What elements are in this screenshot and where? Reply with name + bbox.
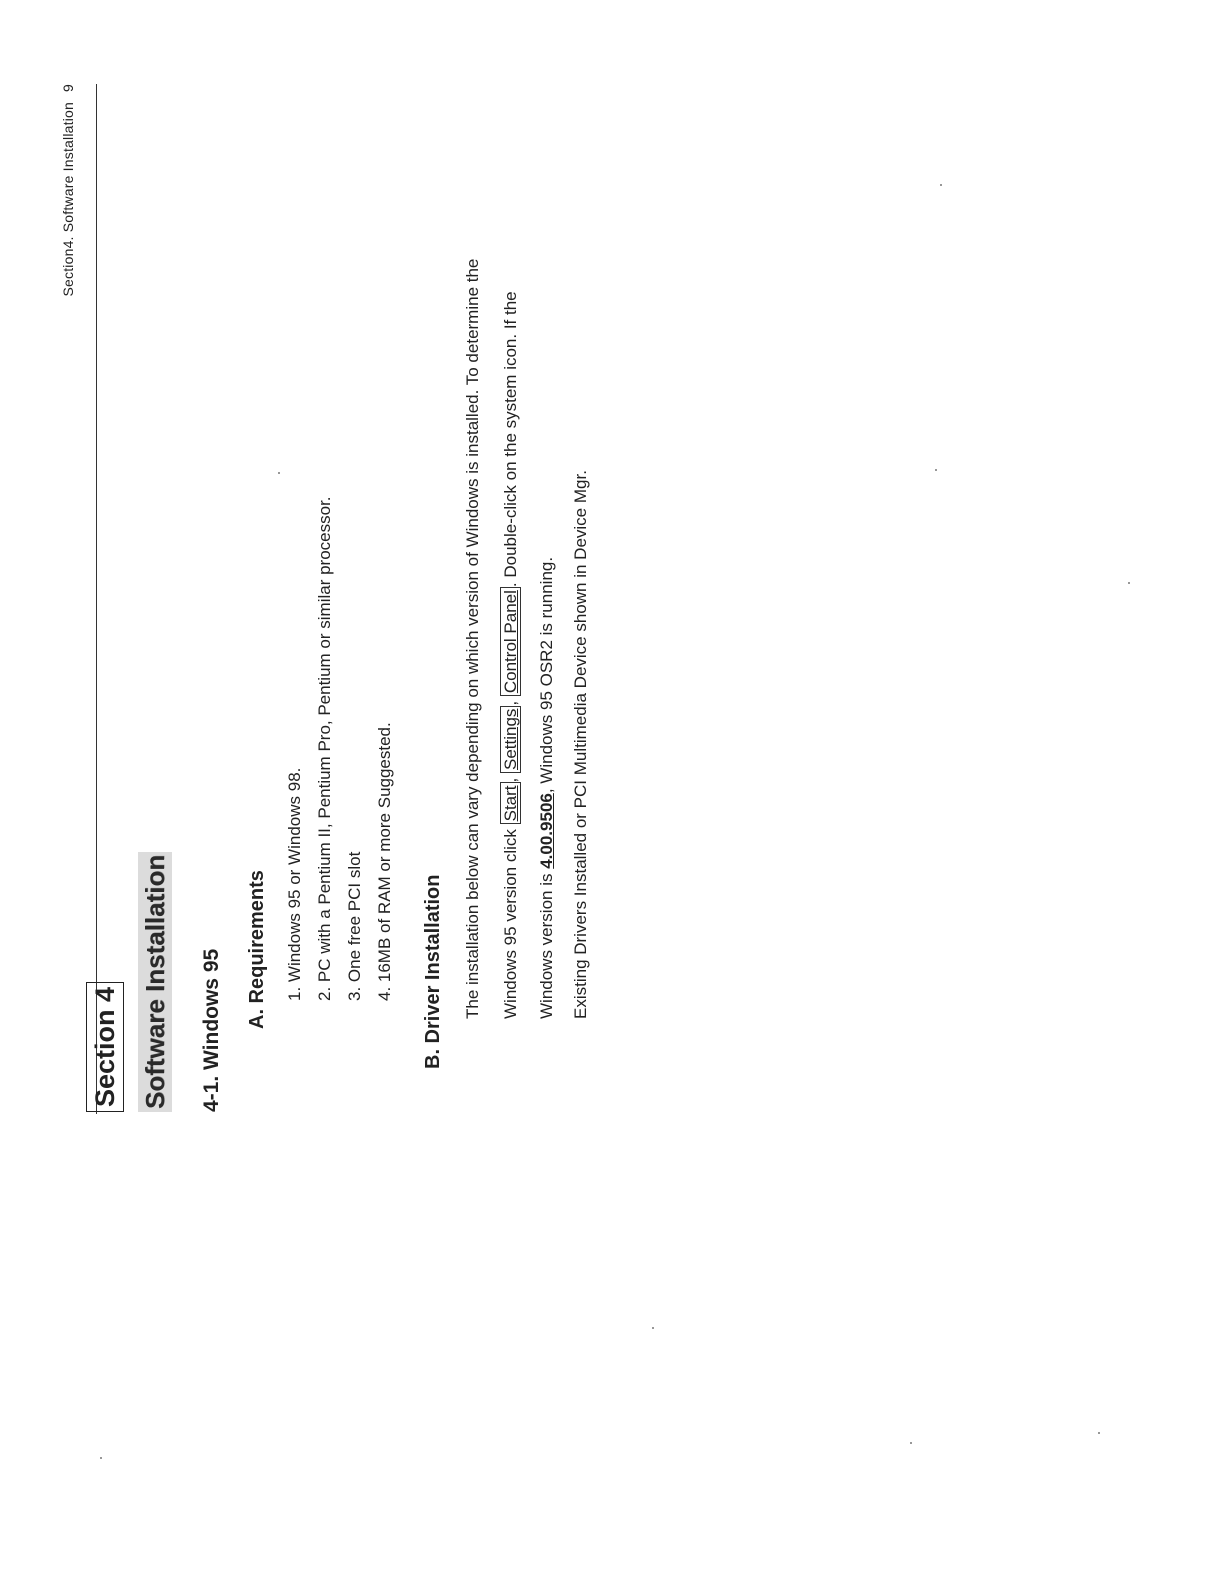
header-rule <box>96 84 97 1114</box>
driver-installation-heading: B. Driver Installation <box>422 874 444 1069</box>
page-number: 9 <box>60 84 76 92</box>
settings-menu-ref: Settings <box>500 706 521 773</box>
driver-paragraph-line-1: The installation below can vary depending on which version of Windows is installed. To determine the <box>463 258 482 1019</box>
requirement-item: 1. Windows 95 or Windows 98. <box>285 767 304 1001</box>
requirements-heading: A. Requirements <box>246 870 268 1029</box>
section-label: Section 4 <box>86 982 124 1112</box>
scan-speck <box>100 1457 102 1459</box>
line3-text-post: , Windows 95 OSR2 is running. <box>537 556 556 794</box>
requirement-item: 4. 16MB of RAM or more Suggested. <box>375 722 394 1001</box>
start-menu-ref: Start <box>500 782 521 824</box>
driver-paragraph-line-4: Existing Drivers Installed or PCI Multimedia Device shown in Device Mgr. <box>571 470 590 1019</box>
driver-paragraph-line-2 <box>500 291 522 1019</box>
scan-speck <box>652 1327 654 1329</box>
scan-speck <box>278 472 280 474</box>
control-panel-ref: Control Panel <box>500 587 521 696</box>
section-title: Software Installation <box>138 852 172 1112</box>
running-header <box>60 84 76 384</box>
line3-text-pre: Windows version is <box>537 868 556 1019</box>
scan-speck <box>1128 582 1130 584</box>
scan-speck <box>935 469 937 471</box>
line2-text-pre: Windows 95 version click <box>501 824 520 1019</box>
requirement-item: 2. PC with a Pentium II, Pentium Pro, Pentium or similar processor. <box>315 496 334 1001</box>
running-header-title: Section4. Software Installation <box>60 102 76 297</box>
separator: , <box>501 696 520 706</box>
scan-speck <box>940 184 942 186</box>
requirement-item: 3. One free PCI slot <box>345 851 364 1001</box>
driver-paragraph-line-3 <box>536 557 558 1019</box>
windows-version-number: 4.00.9506 <box>537 793 556 869</box>
line2-text-post: . Double-click on the system icon. If the <box>501 291 520 588</box>
scan-speck <box>910 1442 912 1444</box>
separator: , <box>501 773 520 783</box>
subsection-heading: 4-1. Windows 95 <box>200 948 223 1112</box>
scan-speck <box>1098 1432 1100 1434</box>
